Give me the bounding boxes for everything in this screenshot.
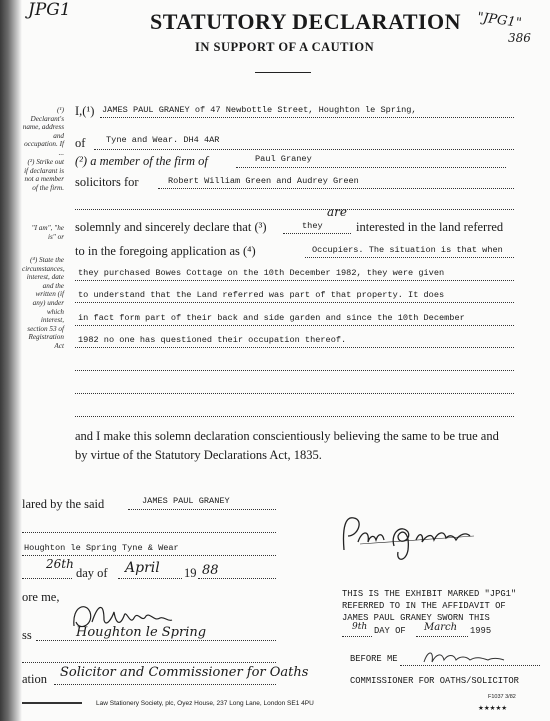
dotted-line: [118, 578, 182, 579]
capacity-value: Occupiers. The situation is that when: [312, 245, 503, 255]
dotted-line: [75, 416, 514, 417]
dotted-line: [158, 188, 514, 189]
handwritten-insert-are: are: [327, 205, 347, 219]
dotted-line: [342, 636, 372, 637]
dotted-line: [305, 257, 514, 258]
exhibit-commissioner-label: COMMISSIONER FOR OATHS/SOLICITOR: [350, 676, 519, 686]
margin-note-iam: "I am", "he is" or: [31, 224, 64, 241]
clients-value: Robert William Green and Audrey Green: [168, 176, 359, 186]
label-of: of: [75, 136, 86, 150]
closing-line-1: and I make this solemn declaration conscientiously believing the same to be true and: [75, 429, 499, 443]
before-me-label: ore me,: [22, 590, 60, 604]
margin-note-interest: (⁴) State the circumstances, interest, date and the written (if any) under which interest, section 53 of Registration Act: [22, 256, 65, 350]
dotted-line: [75, 393, 514, 394]
dotted-line: [75, 325, 514, 326]
foregoing-text: to in the foregoing application as (⁴): [75, 244, 256, 258]
year-prefix-label: 19: [184, 566, 197, 580]
corner-mark-right: "JPG1": [476, 9, 523, 32]
exhibit-line-1: THIS IS THE EXHIBIT MARKED "JPG1": [342, 589, 517, 599]
title-rule: [255, 72, 311, 73]
dotted-line: [75, 347, 514, 348]
dotted-line: [22, 555, 276, 556]
declared-year-value: 88: [202, 563, 219, 578]
dotted-line: [236, 167, 506, 168]
closing-line-2: by virtue of the Statutory Declarations Act, 1835.: [75, 448, 322, 462]
declared-at-value: Houghton le Spring Tyne & Wear: [24, 543, 179, 553]
dotted-line: [75, 209, 514, 210]
declared-by-value: JAMES PAUL GRANEY: [142, 496, 230, 506]
footer-form-code: F1037 3/82: [488, 694, 516, 700]
dotted-line: [22, 578, 72, 579]
commissioner-address-value: Houghton le Spring: [76, 625, 207, 640]
declared-by-label: lared by the said: [22, 497, 105, 511]
qualification-row-label: ation: [22, 672, 47, 686]
exhibit-commissioner-signature: [420, 646, 510, 668]
margin-note-declarant: (¹) Declarant's name, address and occupation. If ...: [22, 106, 64, 157]
dotted-line: [75, 370, 514, 371]
statement-line-4: 1982 no one has questioned their occupation thereof.: [78, 335, 347, 345]
footer-publisher: Law Stationery Society, plc, Oyez House, 237 Long Lane, London SE1 4PU: [96, 700, 314, 707]
margin-note-firm: (²) Strike out if declarant is not a member of the firm.: [24, 158, 64, 192]
dotted-line: [416, 636, 468, 637]
dotted-line: [54, 684, 276, 685]
declare-text: solemnly and sincerely declare that (³): [75, 220, 267, 234]
address-row-label: ss: [22, 628, 32, 642]
label-solicitors-for: solicitors for: [75, 175, 139, 189]
corner-number: 386: [508, 31, 531, 45]
exhibit-day-label: DAY OF: [374, 626, 406, 636]
exhibit-year-value: 1995: [470, 626, 492, 636]
statement-line-2: to understand that the Land referred was part of that property. It does: [78, 290, 445, 300]
declarant-name-value: JAMES PAUL GRANEY of 47 Newbottle Street, Houghton le Spring,: [102, 105, 417, 115]
interested-text: interested in the land referred: [356, 220, 504, 234]
day-of-label: day of: [76, 566, 108, 580]
declarant-signature: [336, 506, 486, 568]
dotted-line: [94, 149, 514, 150]
dotted-line: [283, 233, 351, 234]
exhibit-line-2: REFERRED TO IN THE AFFIDAVIT OF: [342, 601, 506, 611]
label-declarant: I,(¹): [75, 104, 95, 118]
firm-value: Paul Graney: [255, 154, 312, 164]
exhibit-month-value: March: [424, 622, 458, 633]
commissioner-qualification-value: Solicitor and Commissioner for Oaths: [60, 665, 309, 680]
dotted-line: [100, 117, 514, 118]
statement-line-3: in fact form part of their back and side garden and since the 10th December: [78, 313, 465, 323]
interested-party-value: they: [302, 221, 323, 231]
exhibit-day-value: 9th: [352, 622, 368, 632]
statement-line-1: they purchased Bowes Cottage on the 10th December 1982, they were given: [78, 268, 445, 278]
declared-month-value: April: [125, 560, 160, 576]
exhibit-line-3: JAMES PAUL GRANEY SWORN THIS: [342, 613, 490, 623]
dotted-line: [75, 280, 514, 281]
page-subtitle: IN SUPPORT OF A CAUTION: [195, 40, 375, 54]
dotted-line: [22, 532, 276, 533]
footer-stars: ★★★★★: [478, 704, 508, 712]
dotted-line: [22, 662, 276, 663]
page-title: STATUTORY DECLARATION: [150, 9, 462, 34]
footer-rule: [22, 702, 82, 704]
dotted-line: [36, 640, 276, 641]
address-value: Tyne and Wear. DH4 4AR: [106, 135, 220, 145]
label-member-of-firm: (²) a member of the firm of: [75, 154, 208, 168]
corner-mark-left: JPG1: [28, 0, 71, 20]
dotted-line: [75, 302, 514, 303]
dotted-line: [128, 509, 276, 510]
dotted-line: [198, 578, 276, 579]
exhibit-before-me: BEFORE ME: [350, 654, 398, 664]
scan-shadow-edge: [0, 0, 22, 721]
declared-day-value: 26th: [46, 557, 74, 571]
